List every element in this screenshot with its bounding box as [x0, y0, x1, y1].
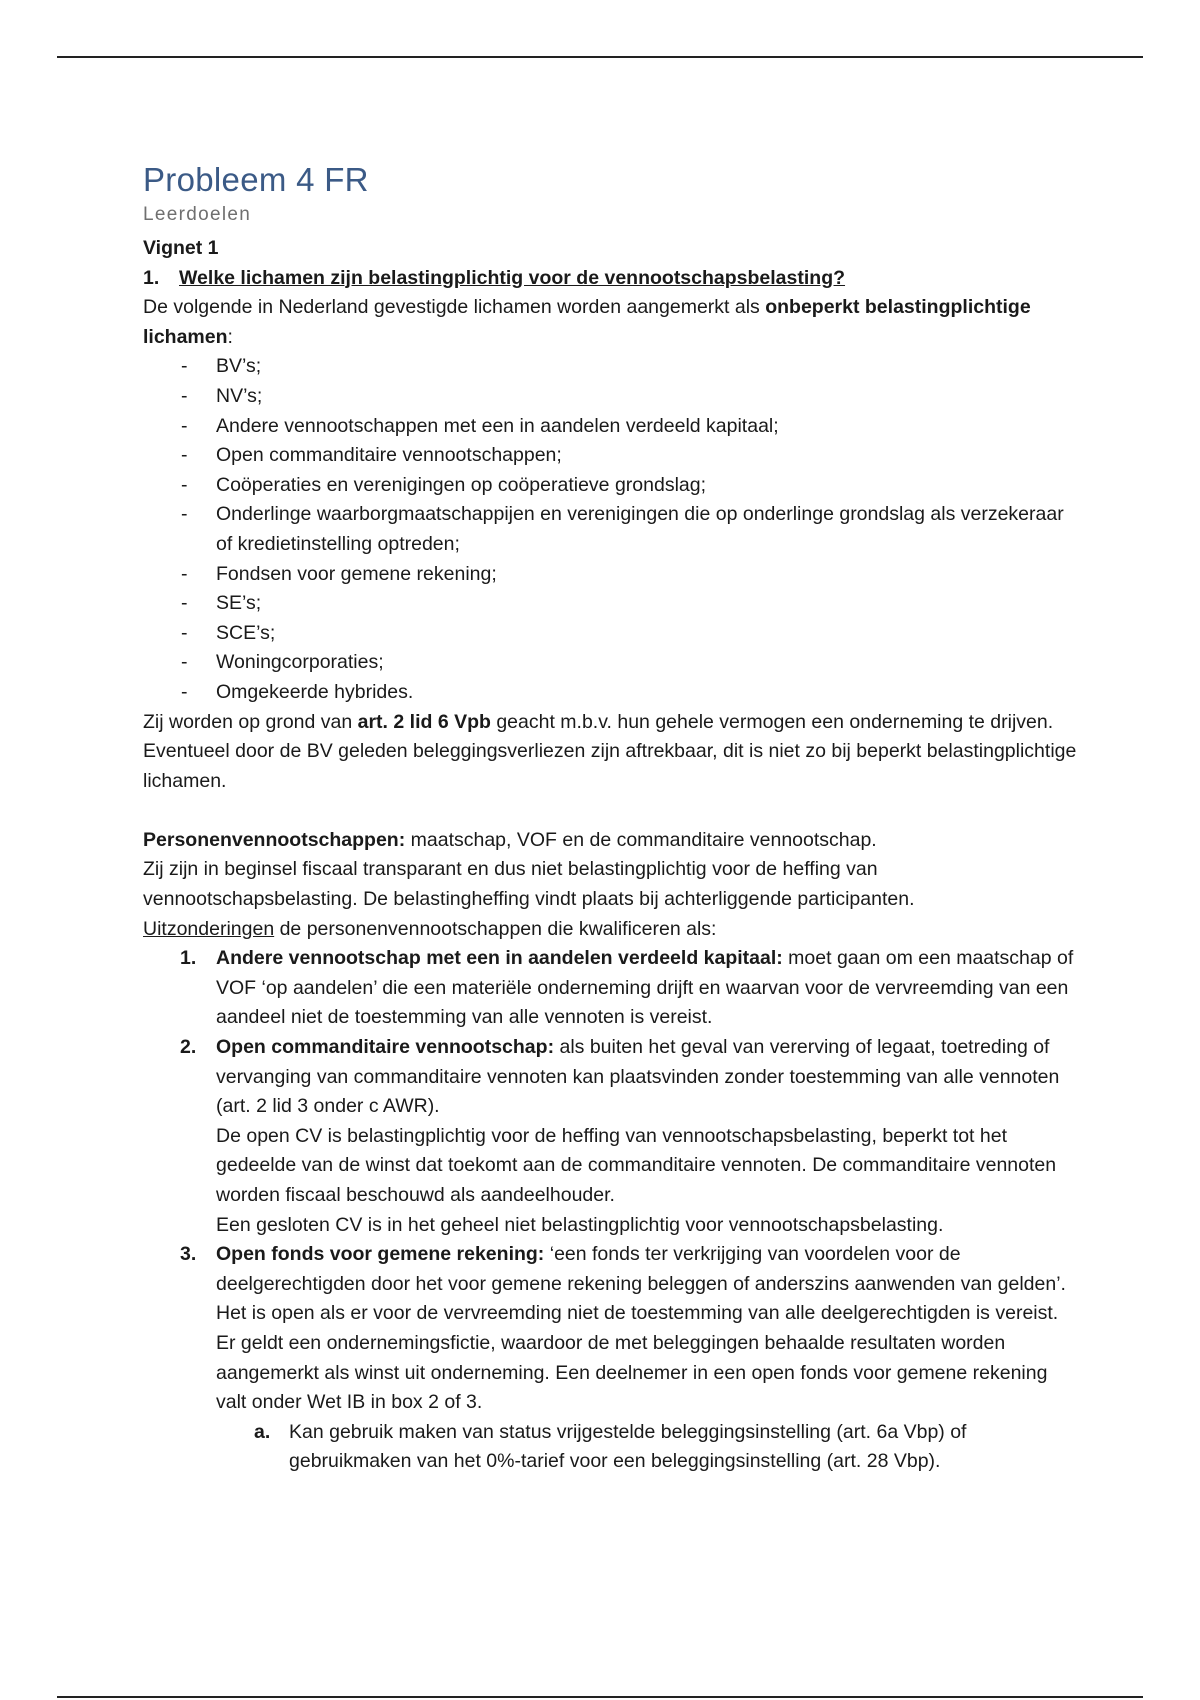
art2-bold: art. 2 lid 6 Vpb [357, 710, 491, 733]
sub-item-letter: a. [254, 1420, 271, 1443]
dash-marker: - [181, 444, 188, 467]
document-body [143, 160, 1083, 1477]
list-item-text: Woningcorporaties; [216, 651, 384, 674]
exception-item [143, 1033, 1083, 1240]
dash-marker: - [181, 473, 188, 496]
personen-text: maatschap, VOF en de commanditaire vennootschap. [405, 828, 877, 851]
document-title: Probleem 4 FR [143, 161, 369, 198]
intro-suffix: : [227, 325, 233, 348]
list-item [143, 382, 1083, 412]
dash-marker: - [181, 503, 188, 526]
art2-text: Zij worden op grond van [143, 710, 358, 733]
question-number: 1. [143, 266, 160, 289]
exception-text: moet gaan om een maatschap of VOF ‘op aandelen’ die een materiële onderneming drijft en waarvan voor de vervreemding van een aandeel niet de toestemming van alle vennoten is vereist. [216, 947, 1074, 1029]
uitzonderingen-label: Uitzonderingen [143, 917, 275, 940]
list-item-text: Fondsen voor gemene rekening; [216, 562, 497, 585]
list-item-text: SCE’s; [216, 621, 276, 644]
list-item [143, 589, 1083, 619]
list-item-text: Andere vennootschappen met een in aandelen verdeeld kapitaal; [216, 414, 779, 437]
list-item [143, 352, 1083, 382]
question-heading [143, 264, 1083, 294]
sub-list [216, 1418, 1083, 1477]
list-item-text: SE’s; [216, 592, 262, 615]
personen-bold: Personenvennootschappen: [143, 828, 406, 851]
dash-marker: - [181, 414, 188, 437]
sub-list-item [216, 1418, 1083, 1477]
list-item [143, 441, 1083, 471]
exceptions-list [143, 944, 1083, 1477]
document-subtitle: Leerdoelen [143, 204, 252, 225]
dash-marker: - [181, 680, 188, 703]
dash-marker: - [181, 592, 188, 615]
list-item [143, 560, 1083, 590]
exception-text: ‘een fonds ter verkrijging van voordelen voor de deelgerechtigden door het voor gemene rekening beleggen of anderszins aanwenden van gelden’. Het is open als er voor de vervreemding niet de toestemming van alle deelgerechtigden is vereist. Er geldt een ondernemingsfictie, waardoor de met beleggingen behaalde resultaten worden aangemerkt als winst uit onderneming. Een deelnemer in een open fonds voor gemene rekening valt onder Wet IB in box 2 of 3. [216, 1243, 1066, 1414]
intro-paragraph [143, 293, 1083, 352]
footer-rule [57, 1696, 1143, 1698]
exception-number: 2. [180, 1036, 197, 1059]
exception-title: Open commanditaire vennootschap: [216, 1036, 555, 1059]
exception-item [143, 944, 1083, 1033]
vignet-heading: Vignet 1 [143, 237, 219, 259]
list-item-text: NV’s; [216, 384, 263, 407]
list-item [143, 412, 1083, 442]
dash-marker: - [181, 651, 188, 674]
dash-marker: - [181, 621, 188, 644]
list-item [143, 500, 1083, 559]
entity-list [143, 352, 1083, 707]
sub-item-text: Kan gebruik maken van status vrijgestelde beleggingsinstelling (art. 6a Vbp) of gebruikmaken van het 0%-tarief voor een beleggingsinstelling (art. 28 Vbp). [289, 1420, 967, 1473]
list-item [143, 648, 1083, 678]
exception-extra-text: De open CV is belastingplichtig voor de heffing van vennootschapsbelasting, beperkt tot het gedeelde van de winst dat toekomt aan de commanditaire vennoten. De commanditaire vennoten worden fiscaal beschouwd als aandeelhouder. [216, 1124, 1057, 1206]
exception-number: 3. [180, 1243, 197, 1266]
exception-title: Open fonds voor gemene rekening: [216, 1243, 545, 1266]
list-item-text: Open commanditaire vennootschappen; [216, 444, 562, 467]
intro-text: De volgende in Nederland gevestigde lichamen worden aangemerkt als [143, 296, 766, 319]
transparant-paragraph: Zij zijn in beginsel fiscaal transparant en dus niet belastingplichtig voor de heffing van vennootschapsbelasting. De belastingheffing vindt plaats bij achterliggende participanten. [143, 858, 915, 911]
dash-marker: - [181, 384, 188, 407]
dash-marker: - [181, 355, 188, 378]
list-item [143, 678, 1083, 708]
header-rule [57, 56, 1143, 58]
exception-extra-text: Een gesloten CV is in het geheel niet belastingplichtig voor vennootschapsbelasting. [216, 1213, 944, 1236]
art2-paragraph [143, 708, 1083, 738]
list-item-text: Onderlinge waarborgmaatschappijen en verenigingen die op onderlinge grondslag als verzekeraar of kredietinstelling optreden; [216, 503, 1064, 555]
uitzonderingen-text: de personenvennootschappen die kwalificeren als: [274, 917, 717, 940]
question-text: Welke lichamen zijn belastingplichtig voor de vennootschapsbelasting? [179, 266, 846, 289]
uitzonderingen-paragraph [143, 915, 1083, 945]
list-item-text: BV’s; [216, 355, 262, 378]
losses-paragraph: Eventueel door de BV geleden beleggingsverliezen zijn aftrekbaar, dit is niet zo bij beperkt belastingplichtige lichamen. [143, 740, 1077, 792]
art2-suffix: geacht m.b.v. hun gehele vermogen een onderneming te drijven. [490, 710, 1054, 733]
exception-item [143, 1240, 1083, 1477]
spacer [143, 796, 1083, 826]
dash-marker: - [181, 562, 188, 585]
list-item-text: Omgekeerde hybrides. [216, 680, 414, 703]
list-item-text: Coöperaties en verenigingen op coöperatieve grondslag; [216, 473, 707, 496]
exception-title: Andere vennootschap met een in aandelen verdeeld kapitaal: [216, 947, 783, 970]
exception-number: 1. [180, 947, 197, 970]
list-item [143, 619, 1083, 649]
intro-bold: onbeperkt belastingplichtige lichamen [143, 296, 1031, 348]
exception-text: als buiten het geval van vererving of legaat, toetreding of vervanging van commanditaire vennoten kan plaatsvinden zonder toestemming van alle vennoten (art. 2 lid 3 onder c AWR). [216, 1036, 1060, 1118]
list-item [143, 471, 1083, 501]
personen-paragraph [143, 826, 1083, 856]
